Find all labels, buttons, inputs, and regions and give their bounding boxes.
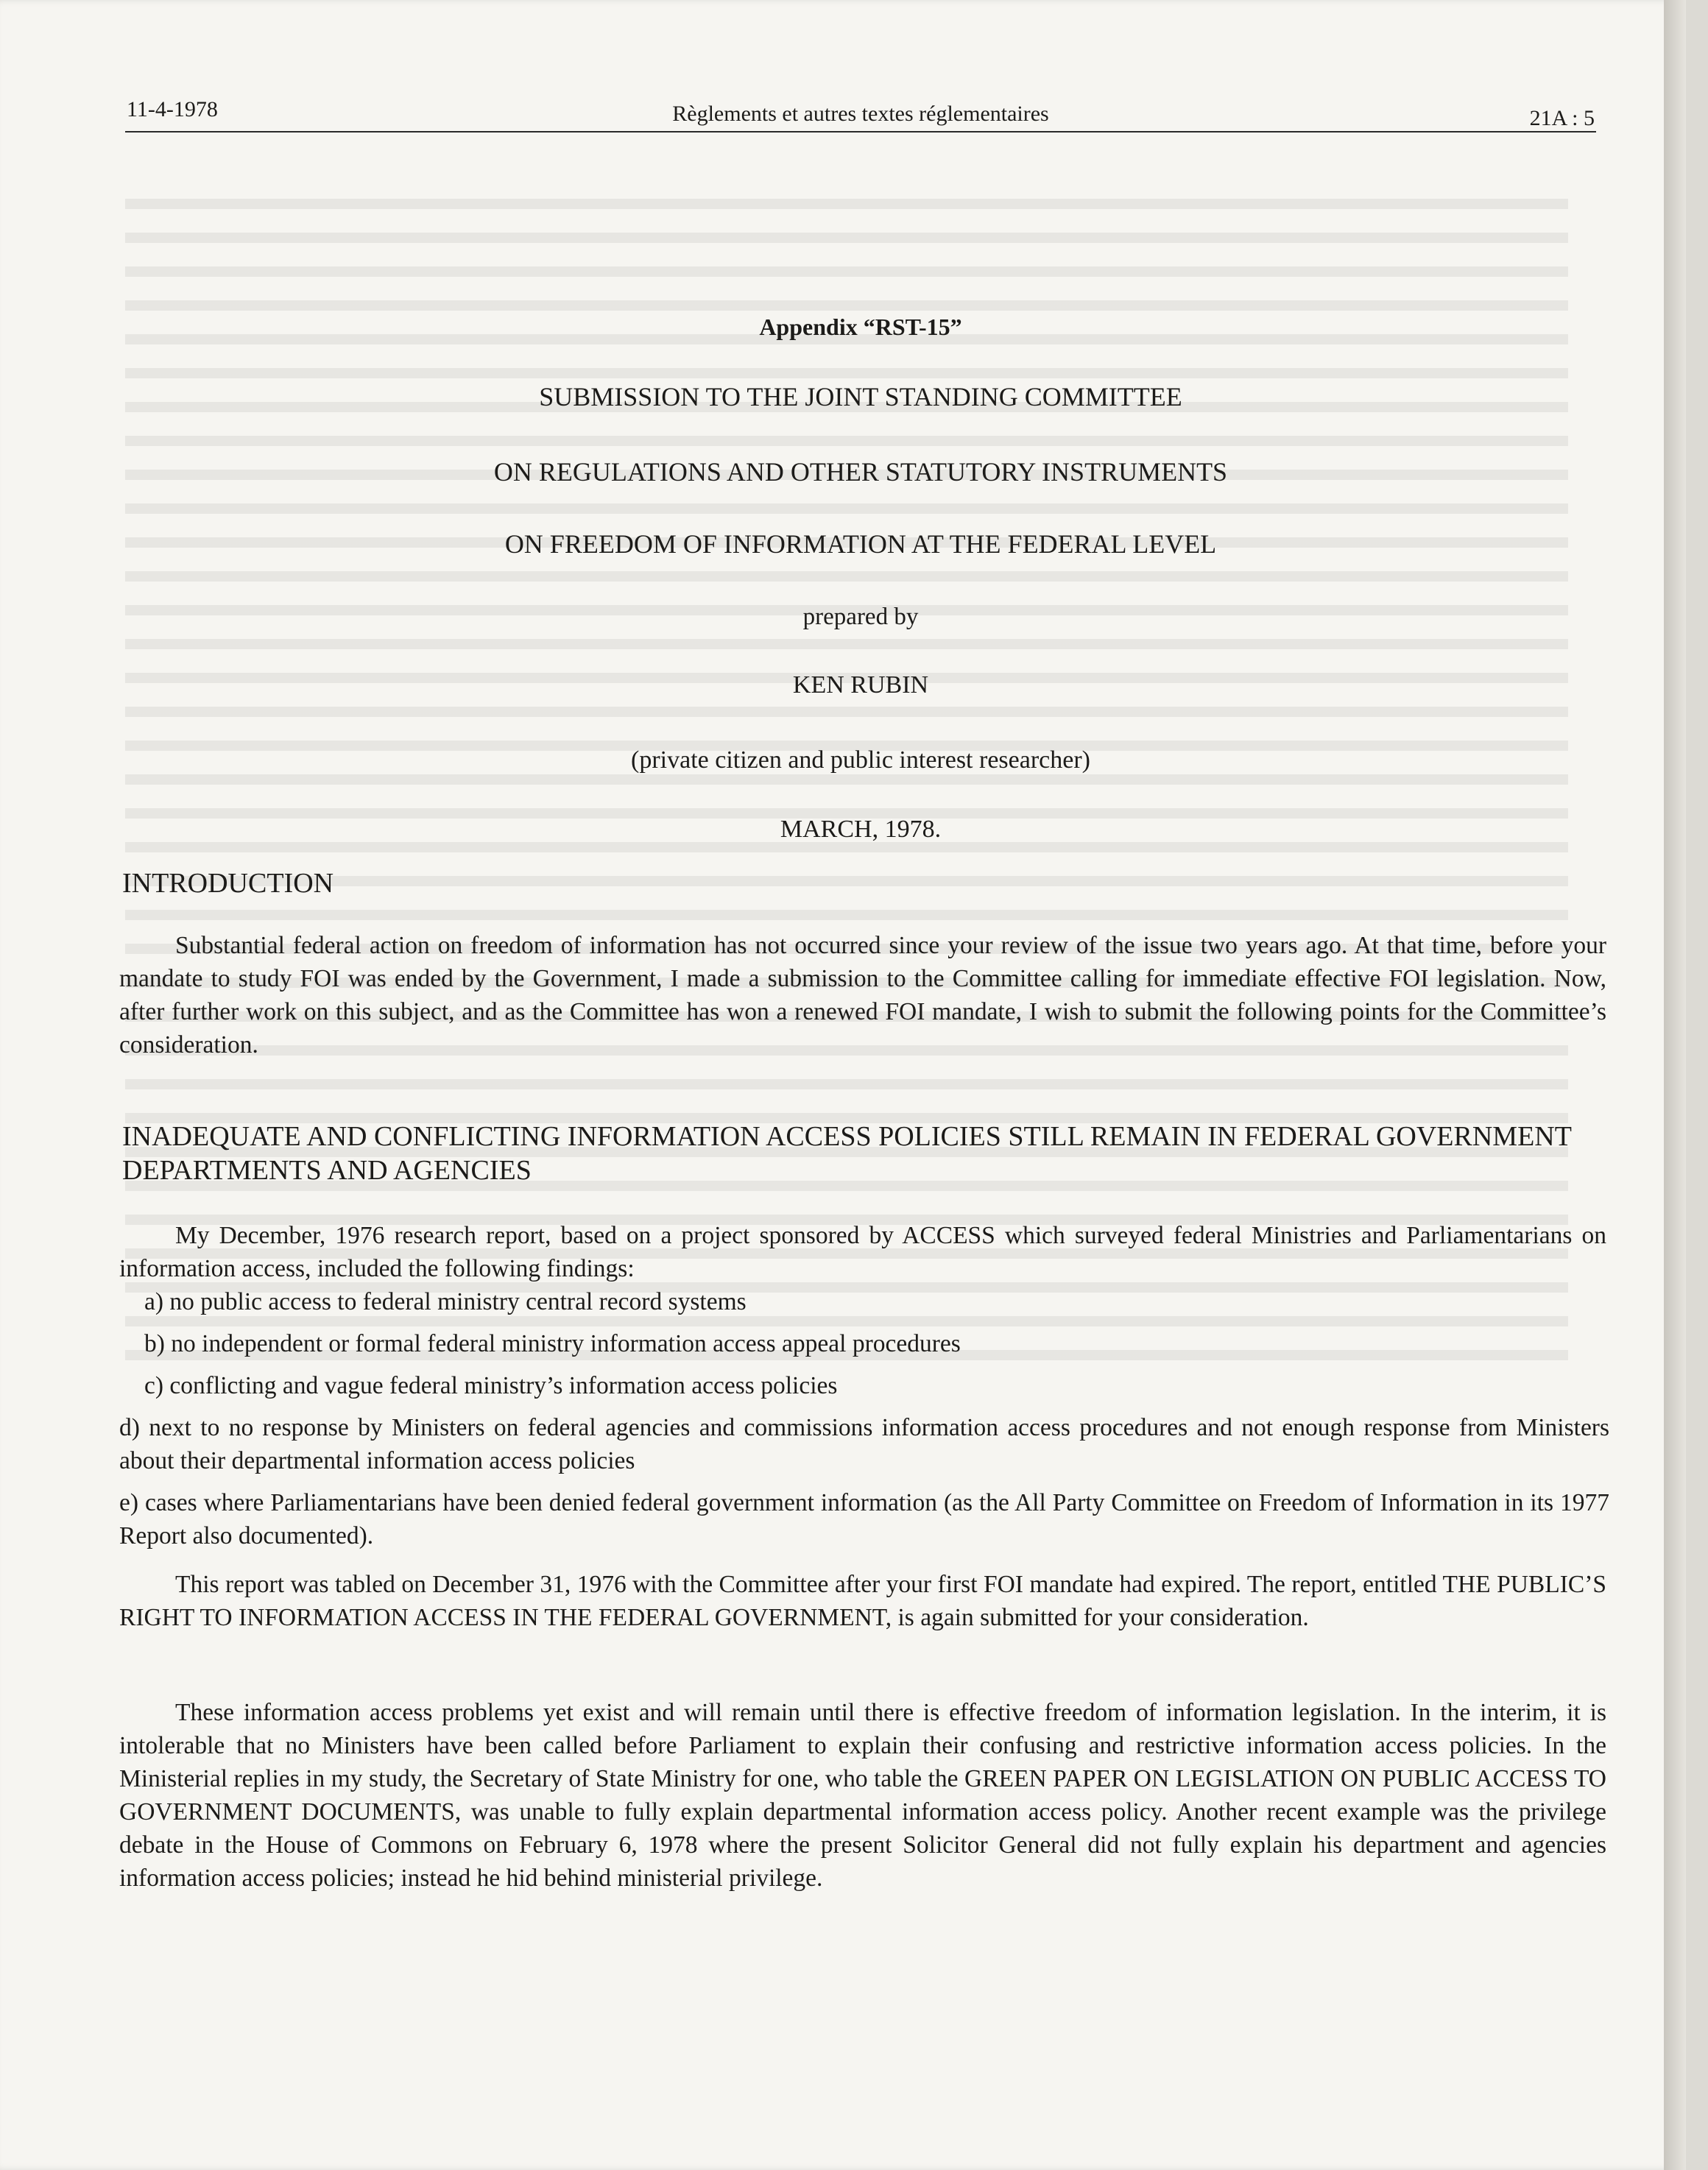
access-problems-paragraph: These information access problems yet exist and will remain until there is effective freedom of information legislation. In the interim, it is intolerable that no Ministers have been called before Parliament to explain their confusing and restrictive information access policies. In the Ministerial replies in my study, the Secretary of State Ministry for one, who table the GREEN PAPER ON LEGISLATION ON PUBLIC ACCESS TO GOVERNMENT DOCUMENTS, was unable to fully explain departmental information access policy. Another recent example was the privilege debate in the House of Commons on February 6, 1978 where the present Solicitor General did not fully explain his department and agencies information access policies; instead he hid behind ministerial privilege. <box>119 1699 1606 1892</box>
running-header <box>125 91 1596 132</box>
finding-item: b) no independent or formal federal ministry information access appeal procedures <box>144 1330 961 1357</box>
show-through-text <box>125 184 1568 1376</box>
submission-title-line-1: SUBMISSION TO THE JOINT STANDING COMMITTEE <box>539 382 1182 411</box>
header-date: 11-4-1978 <box>127 97 218 121</box>
author-role: (private citizen and public interest researcher) <box>631 746 1090 774</box>
introduction-paragraph: Substantial federal action on freedom of information has not occurred since your review of the issue two years ago. At that time, before your mandate to study FOI was ended by the Government, I made a submission to the Committee calling for immediate effective FOI legislation. Now, after further work on this subject, and as the Committee has won a renewed FOI mandate, I wish to submit the following points for the Committee’s consideration. <box>119 932 1606 1059</box>
prepared-by: prepared by <box>802 604 919 630</box>
submission-title-line-2: ON REGULATIONS AND OTHER STATUTORY INSTRUMENTS <box>493 457 1228 487</box>
finding-item: a) no public access to federal ministry central record systems <box>144 1288 747 1315</box>
appendix-label: Appendix “RST-15” <box>759 314 962 340</box>
findings-list <box>119 1285 1609 1561</box>
header-title: Règlements et autres textes réglementaires <box>672 102 1049 126</box>
submission-date: MARCH, 1978. <box>780 816 942 843</box>
author-name: KEN RUBIN <box>792 671 929 699</box>
submission-title-line-3: ON FREEDOM OF INFORMATION AT THE FEDERAL LEVEL <box>504 529 1217 559</box>
section-heading-introduction: INTRODUCTION <box>122 868 334 899</box>
finding-item: d) next to no response by Ministers on federal agencies and commissions information access procedures and not enough response from Ministers about their departmental information access policies <box>119 1414 1609 1474</box>
header-page-number: 21A : 5 <box>1529 106 1595 130</box>
finding-item: c) conflicting and vague federal ministry’s information access policies <box>144 1372 838 1399</box>
section-heading-inadequate-policies: INADEQUATE AND CONFLICTING INFORMATION ACCESS POLICIES STILL REMAIN IN FEDERAL GOVERNMENT DEPARTMENTS AND AGENCIES <box>122 1121 1572 1186</box>
page-edge <box>1664 0 1686 2170</box>
finding-item: e) cases where Parliamentarians have been denied federal government information (as the All Party Committee on Freedom of Information in its 1977 Report also documented). <box>119 1489 1609 1549</box>
report-tabled-paragraph: This report was tabled on December 31, 1976 with the Committee after your first FOI mandate had expired. The report, entitled THE PUBLIC’S RIGHT TO INFORMATION ACCESS IN THE FEDERAL GOVERNMENT, is again submitted for your consideration. <box>119 1571 1606 1631</box>
research-report-paragraph: My December, 1976 research report, based on a project sponsored by ACCESS which surveyed federal Ministries and Parliamentarians on information access, included the following findings: <box>119 1222 1606 1282</box>
